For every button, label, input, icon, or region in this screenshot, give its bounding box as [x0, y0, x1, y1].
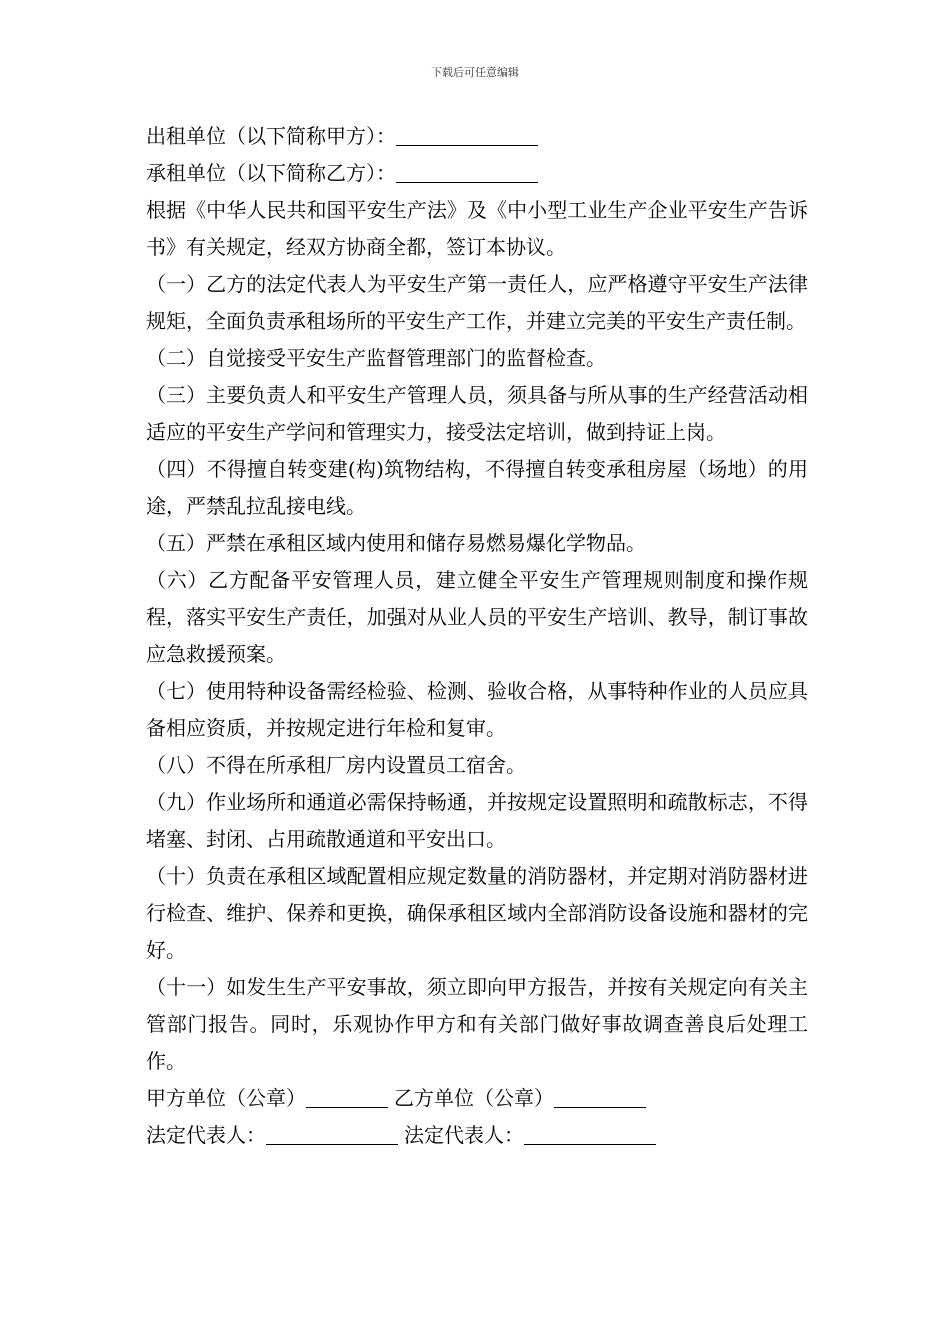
party-a-unit-label: 甲方单位（公章）: [146, 1086, 306, 1110]
lessor-blank: [396, 123, 538, 146]
party-a-rep-label: 法定代表人：: [146, 1123, 266, 1147]
clause-9: （九）作业场所和通道必需保持畅通，并按规定设置照明和疏散标志，不得堵塞、封闭、占用疏散通道和平安出口。: [146, 790, 808, 851]
clause-6: （六）乙方配备平安管理人员，建立健全平安生产管理规则制度和操作规程，落实平安生产责任，加强对从业人员的平安生产培训、教导，制订事故应急救援预案。: [146, 568, 808, 666]
clause-8: （八）不得在所承租厂房内设置员工宿舍。: [146, 753, 526, 777]
intro-paragraph: 根据《中华人民共和国平安生产法》及《中小型工业生产企业平安生产告诉书》有关规定，经双方协商全都，签订本协议。: [146, 198, 808, 259]
clause-3: （三）主要负责人和平安生产管理人员，须具备与所从事的生产经营活动相适应的平安生产学问和管理实力，接受法定培训，做到持证上岗。: [146, 383, 808, 444]
lessee-line: [146, 155, 808, 192]
clause-4: （四）不得擅自转变建(构)筑物结构，不得擅自转变承租房屋（场地）的用途，严禁乱拉乱接电线。: [146, 457, 808, 518]
clause-1: （一）乙方的法定代表人为平安生产第一责任人，应严格遵守平安生产法律规矩，全面负责承租场所的平安生产工作，并建立完美的平安生产责任制。: [146, 272, 808, 333]
clause-7: （七）使用特种设备需经检验、检测、验收合格，从事特种作业的人员应具备相应资质，并按规定进行年检和复审。: [146, 679, 808, 740]
lessee-blank: [396, 160, 538, 183]
party-b-unit-blank: [554, 1085, 646, 1108]
clause-5: （五）严禁在承租区域内使用和储存易燃易爆化学物品。: [146, 531, 646, 555]
party-b-unit-label: 乙方单位（公章）: [394, 1086, 554, 1110]
document-body: [146, 118, 808, 1154]
party-a-unit-blank: [306, 1085, 388, 1108]
lessor-line: [146, 118, 808, 155]
lessee-label: 承租单位（以下简称乙方）：: [146, 161, 396, 185]
party-b-rep-label: 法定代表人：: [404, 1123, 524, 1147]
clause-10: （十）负责在承租区域配置相应规定数量的消防器材，并定期对消防器材进行检查、维护、保养和更换，确保承租区域内全部消防设备设施和器材的完好。: [146, 864, 808, 962]
signature-unit-line: [146, 1080, 808, 1117]
clause-2: （二）自觉接受平安生产监督管理部门的监督检查。: [146, 346, 606, 370]
lessor-label: 出租单位（以下简称甲方）：: [146, 124, 396, 148]
party-a-rep-blank: [266, 1122, 398, 1145]
party-b-rep-blank: [524, 1122, 656, 1145]
clause-11: （十一）如发生生产平安事故，须立即向甲方报告，并按有关规定向有关主管部门报告。同时，乐观协作甲方和有关部门做好事故调查善良后处理工作。: [146, 975, 808, 1073]
page-header: 下载后可任意编辑: [431, 66, 519, 79]
signature-rep-line: [146, 1117, 808, 1154]
